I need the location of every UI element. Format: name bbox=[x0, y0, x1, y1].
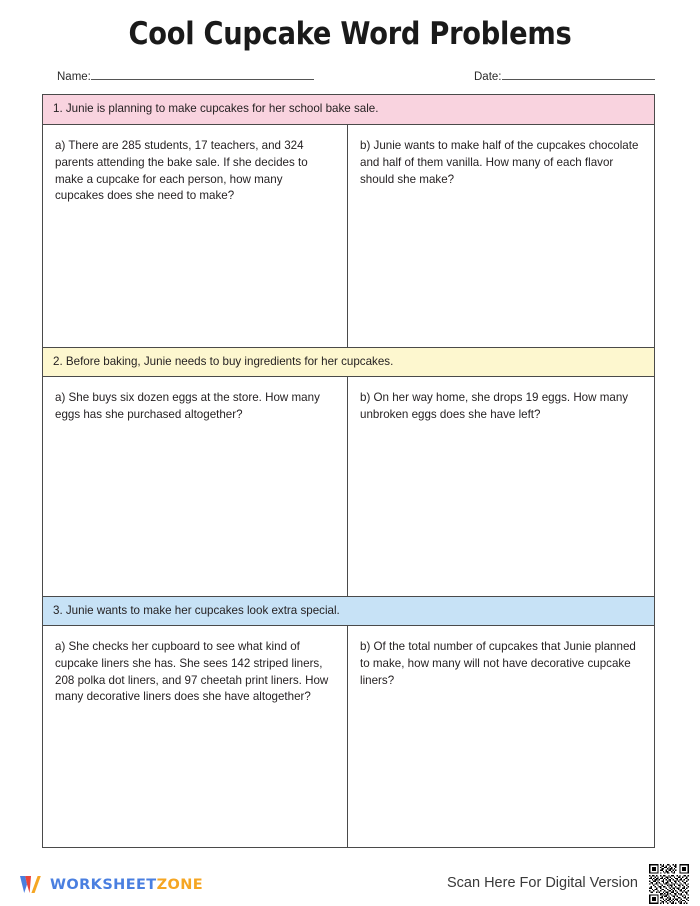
section-1-question-a[interactable]: a) There are 285 students, 17 teachers, and 324 parents attending the bake sale. If she decides to make a cupcake for each person, how many cupcakes does she need to make? bbox=[43, 125, 348, 347]
section-2-question-a[interactable]: a) She buys six dozen eggs at the store. How many eggs has she purchased altogether? bbox=[43, 377, 348, 596]
date-input-line[interactable] bbox=[502, 68, 655, 80]
section-3-question-b[interactable]: b) Of the total number of cupcakes that Junie planned to make, how many will not have decorative cupcake liners? bbox=[360, 640, 636, 687]
name-label: Name: bbox=[57, 71, 91, 83]
date-label: Date: bbox=[474, 71, 502, 83]
problem-section-3 bbox=[43, 596, 654, 847]
section-1-heading: 1. Junie is planning to make cupcakes for her school bake sale. bbox=[43, 95, 654, 125]
problems-table bbox=[42, 94, 655, 848]
section-3-answer-row bbox=[43, 626, 654, 847]
name-date-row bbox=[0, 68, 700, 88]
qr-code[interactable] bbox=[647, 862, 691, 906]
page-title: Cool Cupcake Word Problems bbox=[128, 16, 572, 52]
section-2-answer-row bbox=[43, 377, 654, 596]
section-3-question-a[interactable]: a) She checks her cupboard to see what kind of cupcake liners she has. She sees 142 striped liners, 208 polka dot liners, and 97 cheetah print liners. How many decorative liners does she have altogether? bbox=[43, 626, 348, 847]
name-field-group bbox=[57, 68, 314, 83]
worksheet-zone-logo[interactable] bbox=[18, 874, 203, 896]
logo-text-worksheet: WORKSHEET bbox=[50, 877, 157, 893]
section-1-answer-row bbox=[43, 125, 654, 347]
name-input-line[interactable] bbox=[91, 68, 314, 80]
logo-text bbox=[50, 877, 203, 893]
page-footer bbox=[0, 862, 700, 906]
section-3-heading: 3. Junie wants to make her cupcakes look extra special. bbox=[43, 596, 654, 626]
scan-instruction-text: Scan Here For Digital Version bbox=[447, 875, 638, 891]
section-1-question-b[interactable]: b) Junie wants to make half of the cupcakes chocolate and half of them vanilla. How many of each flavor should she make? bbox=[360, 139, 639, 186]
section-2-heading: 2. Before baking, Junie needs to buy ingredients for her cupcakes. bbox=[43, 347, 654, 377]
logo-text-zone: ZONE bbox=[156, 877, 204, 893]
section-2-question-b[interactable]: b) On her way home, she drops 19 eggs. How many unbroken eggs does she have left? bbox=[360, 391, 629, 421]
date-field-group bbox=[474, 68, 655, 83]
problem-section-1 bbox=[43, 95, 654, 347]
logo-w-mark-icon bbox=[18, 874, 43, 896]
problem-section-2 bbox=[43, 347, 654, 596]
